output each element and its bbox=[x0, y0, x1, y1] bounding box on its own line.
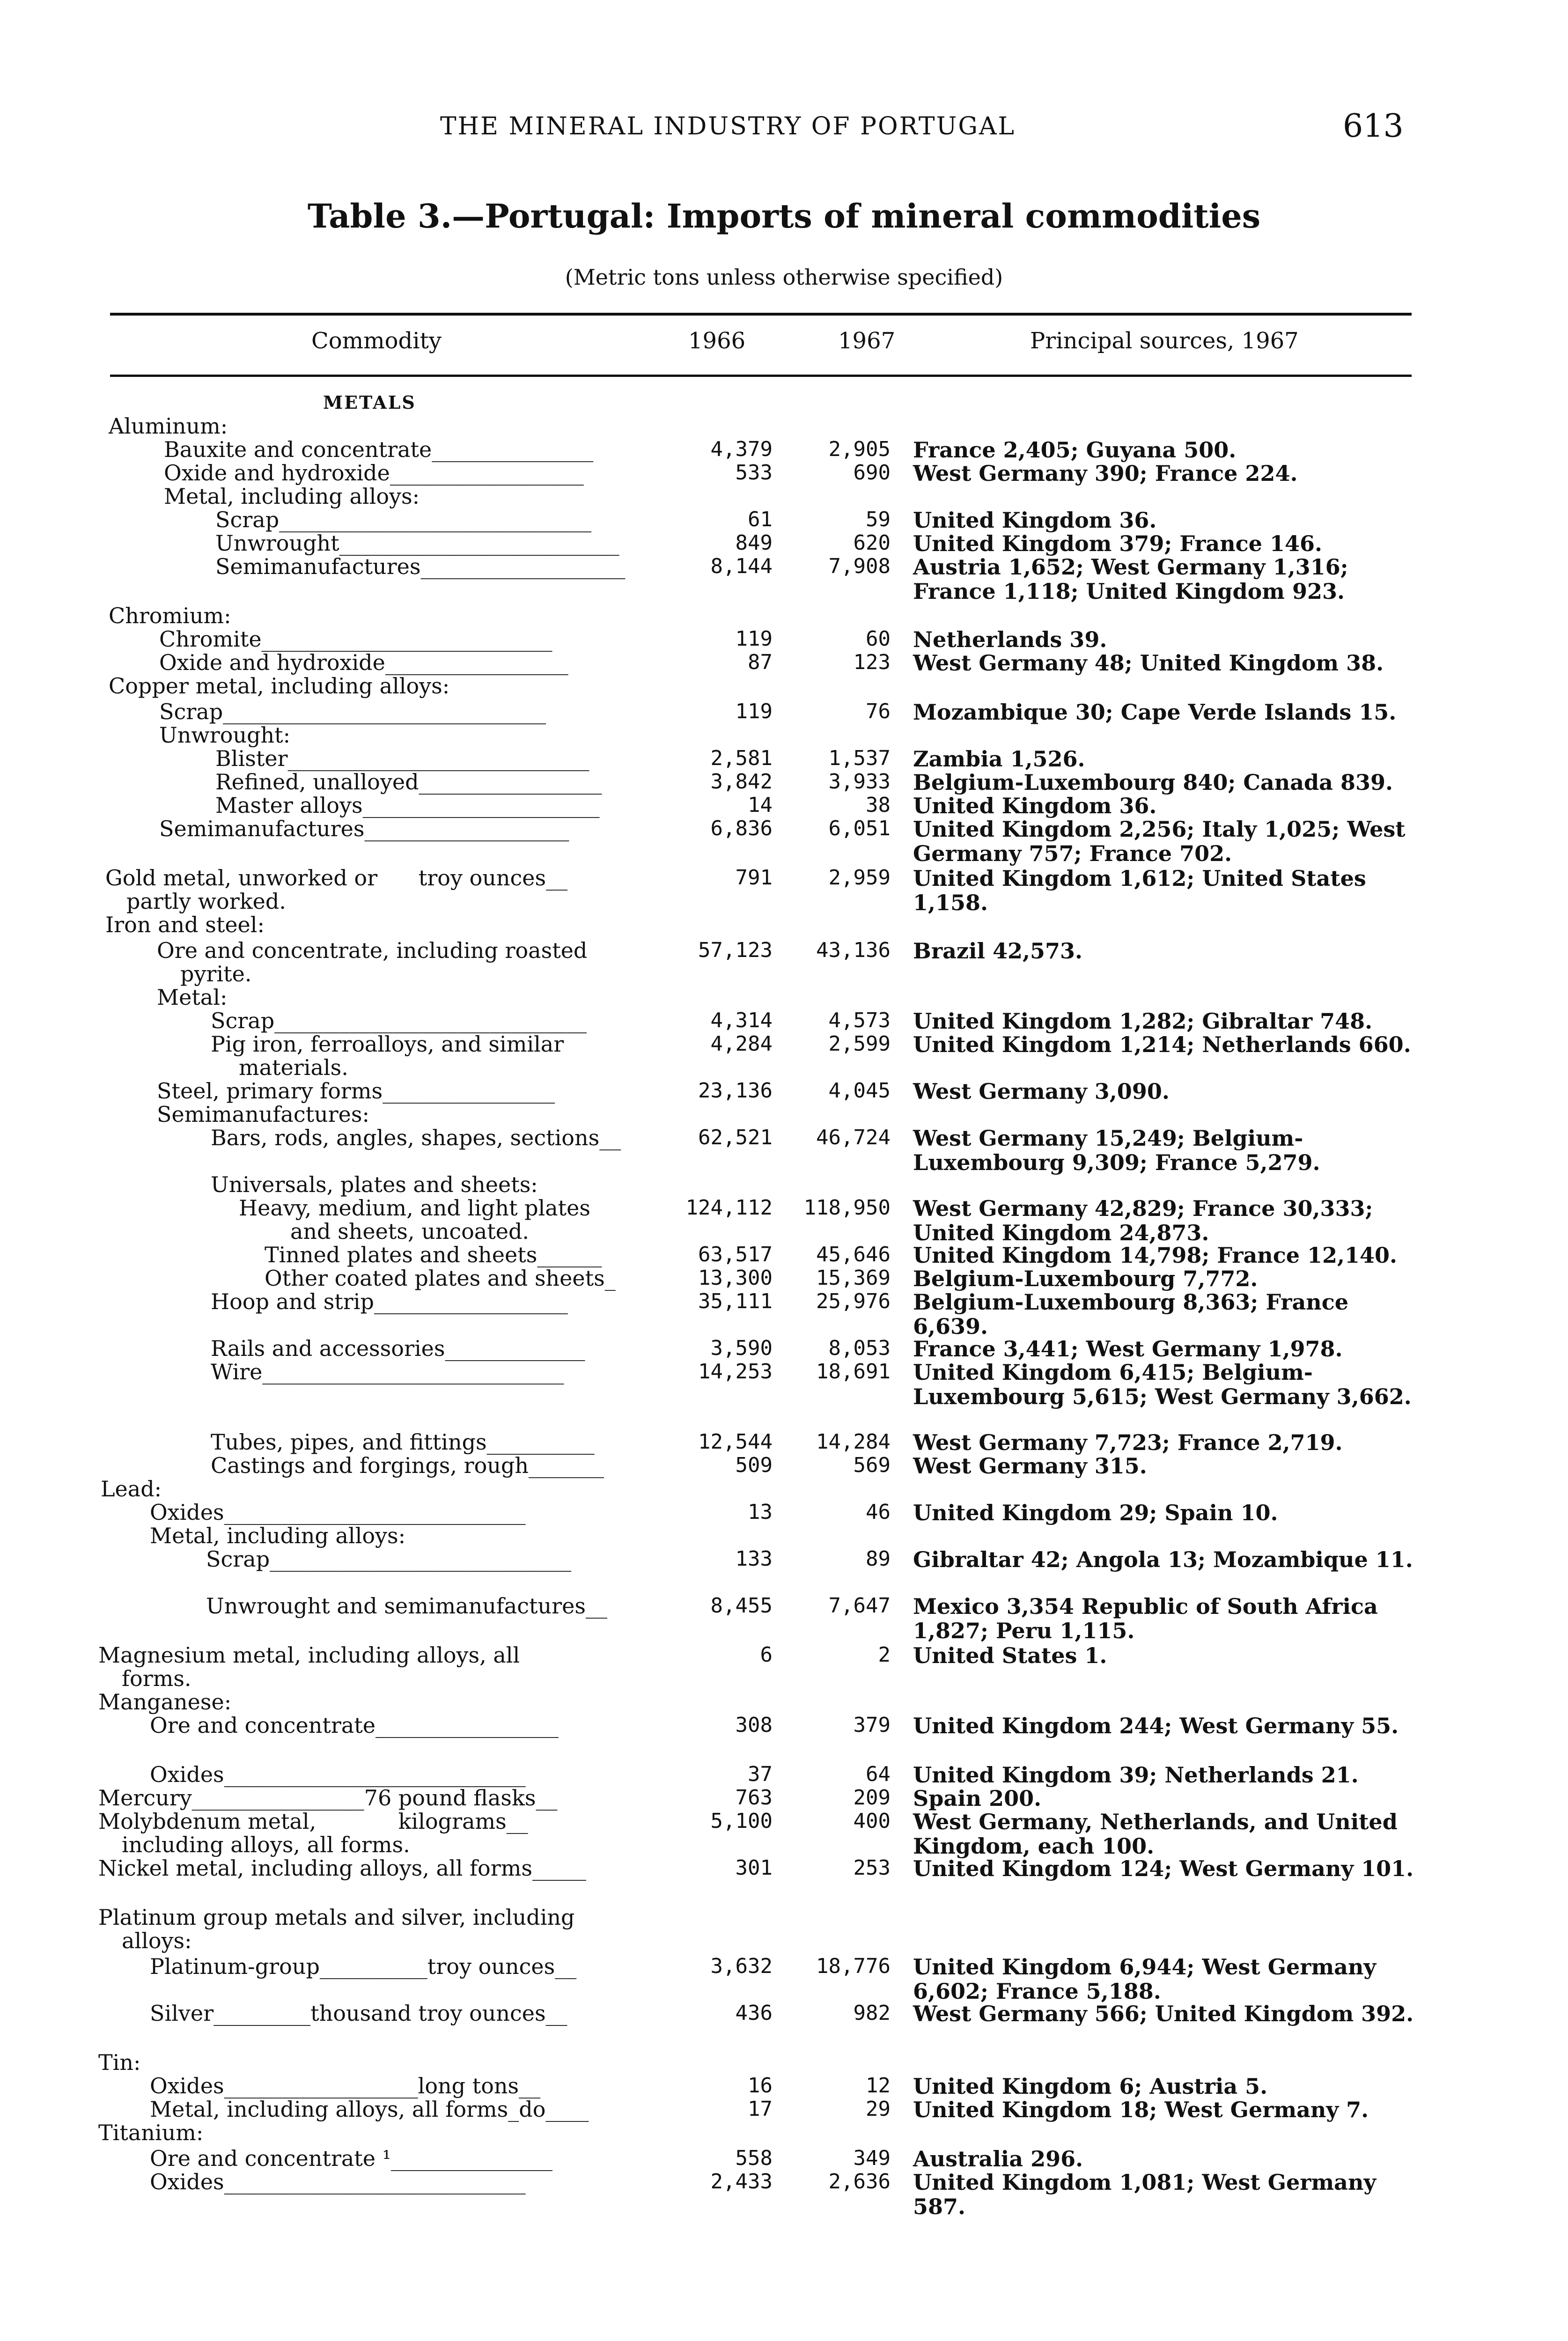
principal-sources: West Germany 48; United Kingdom 38. bbox=[913, 650, 1384, 676]
running-header bbox=[0, 108, 1568, 169]
value-1966: 3,590 bbox=[710, 1336, 773, 1360]
row-label: Tubes, pipes, and fittings__________ bbox=[211, 1429, 595, 1455]
value-1966: 8,455 bbox=[710, 1594, 773, 1618]
value-1967: 8,053 bbox=[828, 1336, 891, 1360]
principal-sources: United Kingdom 6,944; West Germany 6,602; France 5,188. bbox=[913, 1954, 1377, 2004]
value-1967: 982 bbox=[853, 2001, 891, 2025]
value-1967: 118,950 bbox=[803, 1196, 891, 1220]
value-1966: 61 bbox=[748, 508, 773, 531]
principal-sources: United Kingdom 6; Austria 5. bbox=[913, 2074, 1268, 2099]
table-row bbox=[0, 2002, 1568, 2025]
table-row bbox=[0, 1079, 1568, 1103]
row-label: Unwrought: bbox=[159, 722, 291, 748]
table-row bbox=[0, 1266, 1568, 1290]
table-row bbox=[0, 770, 1568, 794]
row-label: Tin: bbox=[98, 2050, 141, 2075]
table-row bbox=[0, 723, 1568, 747]
table-row bbox=[0, 438, 1568, 461]
principal-sources: Mozambique 30; Cape Verde Islands 15. bbox=[913, 699, 1397, 725]
row-label: Metal, including alloys: bbox=[164, 484, 420, 509]
value-1967: 59 bbox=[866, 508, 891, 531]
principal-sources: United Kingdom 244; West Germany 55. bbox=[913, 1713, 1399, 1738]
value-1966: 301 bbox=[735, 1856, 773, 1880]
table-row bbox=[0, 1643, 1568, 1667]
row-label: Mercury________________76 pound flasks__ bbox=[98, 1785, 558, 1811]
table-row bbox=[0, 1786, 1568, 1810]
value-1967: 379 bbox=[853, 1713, 891, 1737]
value-1966: 124,112 bbox=[685, 1196, 773, 1220]
row-label: Semimanufactures___________________ bbox=[215, 554, 626, 579]
row-label: Oxides____________________________ bbox=[150, 1762, 526, 1787]
table-row bbox=[0, 1359, 1568, 1409]
value-1967: 1,537 bbox=[828, 746, 891, 770]
row-label: Ore and concentrate, including roasted bbox=[157, 938, 588, 963]
table-row bbox=[0, 2147, 1568, 2170]
table-subtitle: (Metric tons unless otherwise specified) bbox=[565, 265, 1003, 290]
table-row bbox=[0, 2169, 1568, 2219]
value-1966: 37 bbox=[748, 1762, 773, 1786]
value-1966: 12,544 bbox=[698, 1430, 773, 1454]
row-label: Aluminum: bbox=[109, 413, 228, 439]
value-1966: 3,632 bbox=[710, 1954, 773, 1978]
table-row bbox=[0, 1125, 1568, 1175]
table-row bbox=[0, 651, 1568, 674]
value-1966: 308 bbox=[735, 1713, 773, 1737]
value-1967: 349 bbox=[853, 2146, 891, 2170]
table-row bbox=[0, 1220, 1568, 1243]
value-1967: 89 bbox=[866, 1547, 891, 1571]
row-label: Oxides____________________________ bbox=[150, 1500, 526, 1525]
row-label: Molybdenum metal, kilograms__ bbox=[98, 1809, 528, 1834]
principal-sources: Australia 296. bbox=[913, 2146, 1083, 2172]
table-row bbox=[0, 1667, 1568, 1690]
value-1967: 569 bbox=[853, 1453, 891, 1477]
value-1967: 46 bbox=[866, 1500, 891, 1524]
table-title: Table 3.—Portugal: Imports of mineral commodities bbox=[307, 197, 1261, 236]
table-row bbox=[0, 700, 1568, 723]
row-label: alloys: bbox=[122, 1928, 192, 1953]
value-1967: 64 bbox=[866, 1762, 891, 1786]
row-label: Other coated plates and sheets_ bbox=[265, 1266, 616, 1291]
value-1967: 253 bbox=[853, 1856, 891, 1880]
row-label: Lead: bbox=[101, 1476, 162, 1502]
value-1966: 133 bbox=[735, 1547, 773, 1571]
value-1966: 849 bbox=[735, 531, 773, 555]
value-1967: 4,045 bbox=[828, 1079, 891, 1103]
principal-sources: Belgium-Luxembourg 8,363; France 6,639. bbox=[913, 1289, 1348, 1339]
principal-sources: Gibraltar 42; Angola 13; Mozambique 11. bbox=[913, 1547, 1413, 1572]
value-1967: 18,691 bbox=[816, 1360, 891, 1384]
col-1967: 1967 bbox=[838, 328, 896, 354]
value-1966: 14 bbox=[748, 793, 773, 817]
row-label: Oxides__________________long tons__ bbox=[150, 2073, 541, 2098]
principal-sources: France 2,405; Guyana 500. bbox=[913, 437, 1237, 463]
row-label: Hoop and strip__________________ bbox=[211, 1289, 568, 1314]
principal-sources: West Germany, Netherlands, and United Kingdom, each 100. bbox=[913, 1809, 1398, 1859]
principal-sources: United States 1. bbox=[913, 1643, 1107, 1668]
value-1967: 123 bbox=[853, 650, 891, 674]
table-row bbox=[0, 816, 1568, 866]
table-row bbox=[0, 531, 1568, 555]
row-label: Refined, unalloyed_________________ bbox=[215, 769, 602, 795]
row-label: Bars, rods, angles, shapes, sections__ bbox=[211, 1125, 621, 1150]
principal-sources: United Kingdom 14,798; France 12,140. bbox=[913, 1243, 1398, 1268]
row-label: Unwrought__________________________ bbox=[215, 530, 619, 556]
table-row bbox=[0, 1954, 1568, 2004]
table-row bbox=[0, 627, 1568, 651]
table-row bbox=[0, 794, 1568, 817]
value-1967: 3,933 bbox=[828, 770, 891, 794]
value-1967: 209 bbox=[853, 1786, 891, 1810]
row-label: Oxides____________________________ bbox=[150, 2169, 526, 2194]
principal-sources: West Germany 566; United Kingdom 392. bbox=[913, 2001, 1414, 2026]
table-row bbox=[0, 913, 1568, 936]
table-row bbox=[0, 414, 1568, 438]
value-1966: 3,842 bbox=[710, 770, 773, 794]
value-1967: 45,646 bbox=[816, 1243, 891, 1266]
row-label: Ore and concentrate ¹_______________ bbox=[150, 2146, 553, 2171]
principal-sources: Zambia 1,526. bbox=[913, 746, 1085, 772]
value-1967: 620 bbox=[853, 531, 891, 555]
principal-sources: Austria 1,652; West Germany 1,316; France 1,118; United Kingdom 923. bbox=[913, 554, 1348, 604]
principal-sources: Belgium-Luxembourg 840; Canada 839. bbox=[913, 770, 1393, 795]
table-row bbox=[0, 962, 1568, 986]
table-row bbox=[0, 1289, 1568, 1339]
table-row bbox=[0, 1243, 1568, 1266]
row-label: Silver_________thousand troy ounces__ bbox=[150, 2001, 567, 2026]
table-row bbox=[0, 1906, 1568, 1929]
principal-sources: West Germany 7,723; France 2,719. bbox=[913, 1430, 1343, 1455]
principal-sources: West Germany 390; France 224. bbox=[913, 461, 1298, 486]
principal-sources: West Germany 315. bbox=[913, 1453, 1147, 1479]
row-label: forms. bbox=[122, 1666, 191, 1691]
table-row bbox=[0, 1833, 1568, 1856]
row-label: Ore and concentrate_________________ bbox=[150, 1713, 559, 1738]
row-label: Scrap_____________________________ bbox=[215, 507, 592, 532]
table-row bbox=[0, 890, 1568, 913]
row-label: Steel, primary forms________________ bbox=[157, 1078, 555, 1104]
running-head-title: THE MINERAL INDUSTRY OF PORTUGAL bbox=[440, 112, 1016, 140]
row-label: Titanium: bbox=[98, 2120, 204, 2145]
row-label: partly worked. bbox=[126, 889, 286, 914]
value-1966: 13 bbox=[748, 1500, 773, 1524]
principal-sources: West Germany 42,829; France 30,333; United Kingdom 24,873. bbox=[913, 1196, 1373, 1245]
principal-sources: Netherlands 39. bbox=[913, 627, 1107, 652]
value-1967: 7,908 bbox=[828, 554, 891, 578]
row-label: Magnesium metal, including alloys, all bbox=[98, 1642, 520, 1668]
page-number: 613 bbox=[1343, 108, 1404, 145]
value-1966: 8,144 bbox=[710, 554, 773, 578]
principal-sources: United Kingdom 1,612; United States 1,158. bbox=[913, 866, 1366, 915]
row-label: including alloys, all forms. bbox=[122, 1832, 410, 1857]
row-label: Semimanufactures: bbox=[157, 1102, 370, 1127]
table-row bbox=[0, 1477, 1568, 1501]
value-1966: 14,253 bbox=[698, 1360, 773, 1384]
value-1967: 43,136 bbox=[816, 938, 891, 962]
table-row bbox=[0, 1929, 1568, 1952]
value-1967: 60 bbox=[866, 627, 891, 651]
table-row bbox=[0, 1763, 1568, 1786]
value-1967: 2,599 bbox=[828, 1032, 891, 1056]
table-row bbox=[0, 1454, 1568, 1477]
value-1967: 7,647 bbox=[828, 1594, 891, 1618]
section-heading-row bbox=[0, 391, 1568, 414]
value-1966: 436 bbox=[735, 2001, 773, 2025]
table-row bbox=[0, 1524, 1568, 1547]
value-1966: 57,123 bbox=[698, 938, 773, 962]
row-label: Metal, including alloys, all forms_do____ bbox=[150, 2097, 589, 2122]
value-1967: 12 bbox=[866, 2074, 891, 2098]
row-label: Bauxite and concentrate_______________ bbox=[164, 437, 594, 462]
value-1966: 2,433 bbox=[710, 2170, 773, 2194]
value-1966: 4,284 bbox=[710, 1032, 773, 1056]
row-label: Blister____________________________ bbox=[215, 746, 589, 771]
principal-sources: United Kingdom 18; West Germany 7. bbox=[913, 2097, 1369, 2122]
table-row bbox=[0, 2098, 1568, 2121]
row-label: Universals, plates and sheets: bbox=[211, 1172, 538, 1197]
principal-sources: Brazil 42,573. bbox=[913, 938, 1083, 964]
table-row bbox=[0, 508, 1568, 531]
row-label: Chromite___________________________ bbox=[159, 626, 552, 652]
row-label: Chromium: bbox=[109, 603, 231, 628]
row-label: Wire____________________________ bbox=[211, 1359, 564, 1384]
table-row bbox=[0, 674, 1568, 698]
principal-sources: United Kingdom 36. bbox=[913, 508, 1157, 533]
value-1966: 6,836 bbox=[710, 817, 773, 840]
row-label: Platinum group metals and silver, including bbox=[98, 1905, 575, 1930]
value-1966: 791 bbox=[735, 866, 773, 890]
col-1966: 1966 bbox=[688, 328, 746, 354]
value-1966: 533 bbox=[735, 461, 773, 485]
principal-sources: United Kingdom 39; Netherlands 21. bbox=[913, 1762, 1359, 1788]
table-body bbox=[0, 389, 1568, 2261]
table-row bbox=[0, 461, 1568, 485]
row-label: Oxide and hydroxide_________________ bbox=[159, 650, 568, 675]
value-1966: 509 bbox=[735, 1453, 773, 1477]
table-row bbox=[0, 986, 1568, 1009]
row-label: Copper metal, including alloys: bbox=[109, 673, 450, 699]
value-1967: 2,636 bbox=[828, 2170, 891, 2194]
row-label: Master alloys______________________ bbox=[215, 793, 600, 818]
row-label: Scrap____________________________ bbox=[206, 1546, 572, 1572]
row-label: pyrite. bbox=[180, 961, 252, 986]
row-label: Tinned plates and sheets______ bbox=[265, 1242, 602, 1267]
value-1967: 15,369 bbox=[816, 1266, 891, 1290]
value-1967: 6,051 bbox=[828, 817, 891, 840]
table-row bbox=[0, 485, 1568, 508]
row-label: Scrap_____________________________ bbox=[211, 1008, 587, 1033]
top-rule bbox=[110, 313, 1412, 316]
table-row bbox=[0, 1009, 1568, 1032]
value-1967: 18,776 bbox=[816, 1954, 891, 1978]
value-1966: 16 bbox=[748, 2074, 773, 2098]
principal-sources: United Kingdom 1,214; Netherlands 660. bbox=[913, 1032, 1411, 1057]
table-row bbox=[0, 2121, 1568, 2144]
table-row bbox=[0, 1501, 1568, 1524]
row-label: Heavy, medium, and light plates bbox=[239, 1195, 590, 1221]
value-1966: 119 bbox=[735, 699, 773, 723]
table-row bbox=[0, 1337, 1568, 1360]
table-row bbox=[0, 2074, 1568, 2098]
row-label: Nickel metal, including alloys, all forms_____ bbox=[98, 1855, 586, 1881]
value-1966: 63,517 bbox=[698, 1243, 773, 1266]
table-row bbox=[0, 1032, 1568, 1056]
value-1966: 4,314 bbox=[710, 1009, 773, 1032]
value-1966: 558 bbox=[735, 2146, 773, 2170]
row-label: Oxide and hydroxide__________________ bbox=[164, 460, 584, 486]
table-row bbox=[0, 1690, 1568, 1714]
table-row bbox=[0, 1430, 1568, 1454]
principal-sources: United Kingdom 124; West Germany 101. bbox=[913, 1856, 1414, 1881]
value-1967: 4,573 bbox=[828, 1009, 891, 1032]
value-1966: 35,111 bbox=[698, 1289, 773, 1313]
value-1966: 5,100 bbox=[710, 1809, 773, 1833]
table-row bbox=[0, 1856, 1568, 1880]
principal-sources: United Kingdom 36. bbox=[913, 793, 1157, 818]
row-label: Unwrought and semimanufactures__ bbox=[206, 1593, 607, 1619]
row-label: Pig iron, ferroalloys, and similar bbox=[211, 1031, 564, 1057]
row-label: Gold metal, unworked or troy ounces__ bbox=[105, 865, 568, 891]
row-label: Castings and forgings, rough_______ bbox=[211, 1453, 604, 1478]
value-1967: 29 bbox=[866, 2097, 891, 2121]
value-1966: 4,379 bbox=[710, 437, 773, 461]
value-1967: 2,959 bbox=[828, 866, 891, 890]
value-1967: 2,905 bbox=[828, 437, 891, 461]
header-rule bbox=[110, 375, 1412, 377]
row-label: Semimanufactures___________________ bbox=[159, 816, 569, 841]
table-row bbox=[0, 1056, 1568, 1079]
value-1967: 76 bbox=[866, 699, 891, 723]
value-1967: 25,976 bbox=[816, 1289, 891, 1313]
row-label: Metal, including alloys: bbox=[150, 1523, 406, 1548]
value-1966: 23,136 bbox=[698, 1079, 773, 1103]
value-1967: 2 bbox=[878, 1643, 891, 1667]
value-1966: 763 bbox=[735, 1786, 773, 1810]
principal-sources: United Kingdom 6,415; Belgium-Luxembourg 5,615; West Germany 3,662. bbox=[913, 1360, 1412, 1409]
principal-sources: Belgium-Luxembourg 7,772. bbox=[913, 1266, 1258, 1291]
table-row bbox=[0, 939, 1568, 962]
value-1966: 62,521 bbox=[698, 1126, 773, 1149]
principal-sources: Mexico 3,354 Republic of South Africa 1,827; Peru 1,115. bbox=[913, 1594, 1378, 1643]
table-row bbox=[0, 604, 1568, 627]
row-label: Iron and steel: bbox=[105, 912, 265, 937]
table-row bbox=[0, 1714, 1568, 1737]
section-metals: METALS bbox=[323, 392, 416, 413]
principal-sources: United Kingdom 1,282; Gibraltar 748. bbox=[913, 1009, 1373, 1034]
value-1967: 400 bbox=[853, 1809, 891, 1833]
row-label: Rails and accessories_____________ bbox=[211, 1336, 585, 1361]
table-row bbox=[0, 554, 1568, 604]
row-label: Scrap______________________________ bbox=[159, 699, 546, 724]
row-label: Metal: bbox=[157, 985, 228, 1010]
principal-sources: United Kingdom 2,256; Italy 1,025; West Germany 757; France 702. bbox=[913, 817, 1406, 866]
table-row bbox=[0, 2051, 1568, 2074]
value-1967: 38 bbox=[866, 793, 891, 817]
principal-sources: Spain 200. bbox=[913, 1786, 1042, 1811]
principal-sources: United Kingdom 29; Spain 10. bbox=[913, 1500, 1278, 1525]
principal-sources: France 3,441; West Germany 1,978. bbox=[913, 1336, 1343, 1362]
value-1966: 119 bbox=[735, 627, 773, 651]
principal-sources: West Germany 15,249; Belgium-Luxembourg 9,309; France 5,279. bbox=[913, 1126, 1320, 1175]
col-sources: Principal sources, 1967 bbox=[1030, 328, 1299, 354]
value-1967: 690 bbox=[853, 461, 891, 485]
principal-sources: United Kingdom 1,081; West Germany 587. bbox=[913, 2170, 1377, 2219]
value-1966: 17 bbox=[748, 2097, 773, 2121]
row-label: Manganese: bbox=[98, 1689, 232, 1715]
value-1966: 13,300 bbox=[698, 1266, 773, 1290]
principal-sources: United Kingdom 379; France 146. bbox=[913, 531, 1322, 556]
principal-sources: West Germany 3,090. bbox=[913, 1079, 1170, 1104]
value-1967: 14,284 bbox=[816, 1430, 891, 1454]
value-1967: 46,724 bbox=[816, 1126, 891, 1149]
row-label: and sheets, uncoated. bbox=[290, 1219, 530, 1244]
table-row bbox=[0, 1103, 1568, 1126]
col-commodity: Commodity bbox=[311, 328, 442, 354]
table-row bbox=[0, 1173, 1568, 1196]
row-label: Platinum-group__________troy ounces__ bbox=[150, 1954, 577, 1979]
table-row bbox=[0, 1547, 1568, 1571]
value-1966: 87 bbox=[748, 650, 773, 674]
value-1966: 6 bbox=[760, 1643, 773, 1667]
table-row bbox=[0, 1593, 1568, 1643]
row-label: materials. bbox=[239, 1055, 348, 1080]
table-row bbox=[0, 747, 1568, 770]
value-1966: 2,581 bbox=[710, 746, 773, 770]
